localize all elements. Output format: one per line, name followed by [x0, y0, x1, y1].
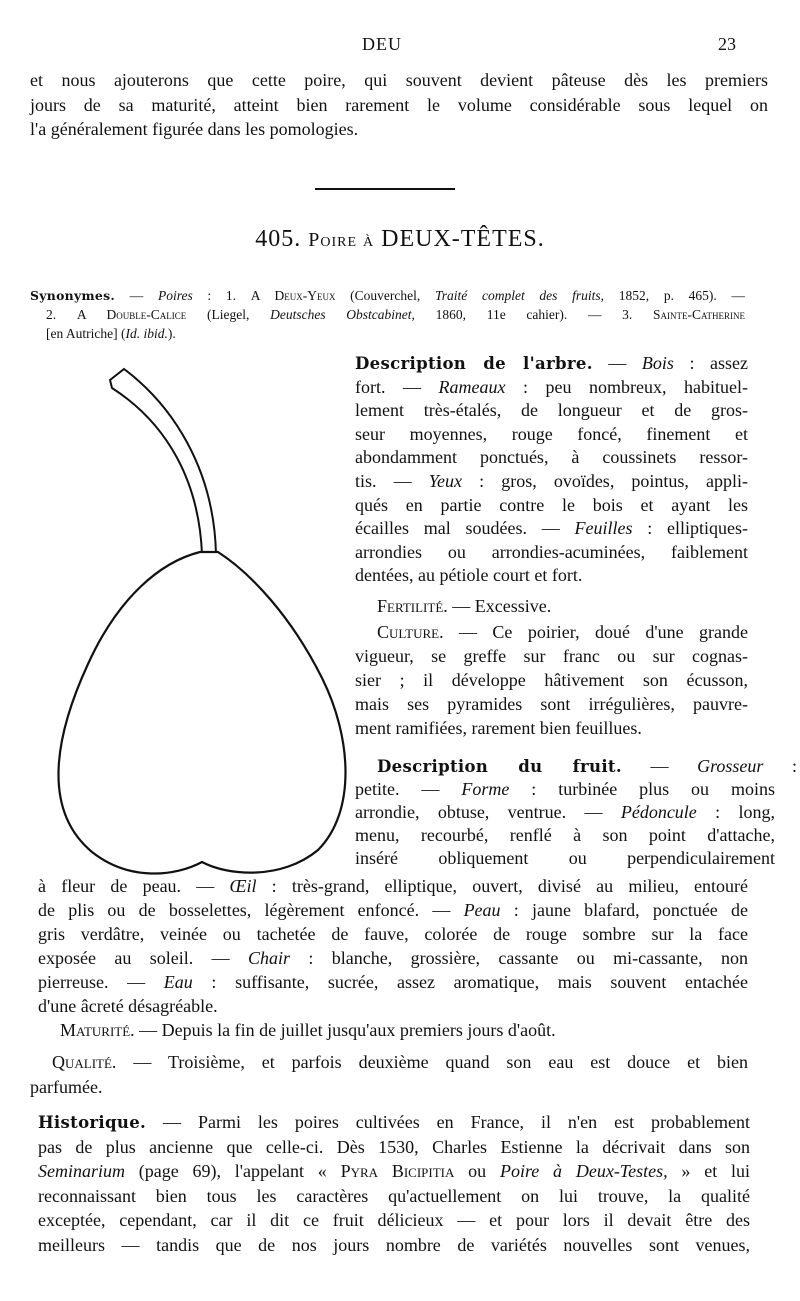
text-segment: tis. — — [355, 470, 429, 491]
text-segment: meilleurs — tandis que de nos jours nombre de variétés nouvelles sont venues, — [38, 1234, 750, 1255]
text-segment: : long, — [696, 802, 775, 822]
text-segment: A Double-Calice — [76, 307, 187, 322]
text-segment: Feuilles — [574, 518, 633, 539]
text-segment: Grosseur — [697, 756, 764, 776]
text-segment: jours de sa maturité, atteint bien rarement le volume considérable sous lequel on — [30, 94, 768, 115]
text-line — [355, 541, 748, 565]
text-segment: à fleur de peau. — — [38, 876, 230, 896]
text-segment: Rameaux — [438, 376, 506, 397]
text-line — [38, 898, 748, 922]
text-segment: ). — [167, 326, 176, 341]
text-line — [355, 824, 775, 847]
text-segment: Bois — [641, 353, 674, 373]
text-line — [355, 564, 748, 588]
text-segment: arrondies ou arrondies-acuminées, faiblement — [355, 541, 748, 562]
text-line — [355, 716, 748, 740]
text-segment: 2. — [46, 307, 77, 322]
section-divider — [315, 188, 455, 190]
text-segment: : blanche, grossière, cassante ou mi-cassante, non — [289, 948, 748, 968]
text-segment: exposée au soleil. — — [38, 948, 248, 968]
section-heading: Description du fruit. — [377, 756, 622, 776]
text-line — [38, 1135, 750, 1160]
text-line — [30, 286, 745, 305]
text-segment: Maturité. — [60, 1020, 135, 1040]
text-segment: de plis ou de bosselettes, légèrement enfoncé. — — [38, 900, 464, 920]
text-segment: (Liegel, — [186, 307, 271, 322]
text-segment: gris verdâtre, veinée ou tachetée de fauve, colorée de rouge sombre sur la face — [38, 924, 748, 944]
section-heading: Historique. — [38, 1112, 147, 1132]
text-segment: » et lui — [667, 1161, 750, 1182]
text-segment: sier ; il développe hâtivement son écusson, — [355, 670, 748, 690]
text-segment: Poire à Deux-Testes, — [499, 1161, 668, 1182]
pear-body — [58, 552, 345, 874]
text-segment: : suffisante, sucrée, assez aromatique, mais souvent entachée — [192, 972, 748, 992]
text-segment: Qualité. — [52, 1052, 117, 1072]
text-segment: : peu nombreux, habituel- — [505, 376, 748, 397]
text-line — [355, 446, 748, 470]
text-segment: lement très-étalés, de longueur et de gros- — [355, 400, 748, 421]
text-line — [355, 644, 748, 668]
maturite — [38, 1018, 748, 1043]
text-line — [30, 1050, 748, 1075]
text-segment: Sainte-Catherine — [653, 307, 746, 322]
entry-title-prefix: Poire à — [308, 229, 375, 251]
text-line — [30, 324, 745, 343]
text-line — [377, 594, 770, 619]
text-line — [355, 801, 775, 824]
text-segment: : turbinée plus ou moins — [509, 779, 775, 799]
text-segment: — — [592, 353, 642, 373]
text-line — [30, 1075, 748, 1100]
text-segment: exceptée, cependant, car il dit ce fruit délicieux — et pour lors il devait être des — [38, 1210, 750, 1231]
text-segment: Pédoncule — [620, 802, 697, 822]
text-segment: Culture. — [377, 622, 444, 642]
text-segment: Pyra Bicipitia — [340, 1161, 455, 1182]
text-segment: Id. ibid. — [125, 326, 168, 341]
qualite — [30, 1050, 748, 1099]
text-segment: Deutsches Obstcabinet — [270, 307, 412, 322]
text-segment: Fertilité. — [377, 596, 448, 616]
text-line — [355, 668, 748, 692]
text-line — [38, 970, 748, 994]
fertilite — [355, 594, 770, 619]
text-segment: parfumée. — [30, 1076, 103, 1097]
text-line — [38, 922, 748, 946]
text-line — [38, 1110, 750, 1135]
text-segment: ment ramifiées, rarement bien feuillues. — [355, 718, 642, 738]
text-line — [355, 847, 775, 870]
text-segment: : elliptiques- — [632, 518, 748, 539]
text-line — [355, 470, 748, 494]
text-segment: qués en partie contre le bois et ayant les — [355, 494, 748, 515]
culture — [355, 620, 748, 740]
text-segment: — Excessive. — [447, 596, 552, 616]
text-segment: — Ce poirier, doué d'une grande — [443, 622, 748, 642]
text-segment: pas de plus ancienne que celle-ci. Dès 1530, Charles Estienne la décrivait dans son — [38, 1136, 750, 1157]
text-segment: seur moyennes, rouge foncé, finement et — [355, 423, 748, 444]
text-segment: d'une âcreté désagréable. — [38, 996, 218, 1016]
text-line — [355, 399, 748, 423]
text-segment: et nous ajouterons que cette poire, qui souvent devient pâteuse dès les premiers — [30, 70, 768, 90]
running-title: DEU — [362, 34, 402, 54]
text-segment: : assez — [673, 353, 748, 373]
text-line — [355, 494, 748, 518]
text-line — [30, 93, 768, 118]
text-segment: Forme — [461, 779, 510, 799]
text-segment: Traité complet des fruits — [434, 288, 601, 303]
text-segment: petite. — — [355, 779, 462, 799]
text-line — [355, 620, 748, 644]
text-line — [38, 1184, 750, 1209]
text-line — [355, 423, 748, 447]
text-segment: reconnaissant bien tous les caractères qu'actuellement on lui trouve, la qualité — [38, 1185, 750, 1206]
text-segment: : très-grand, elliptique, ouvert, divisé au milieu, entouré — [256, 876, 749, 896]
text-segment: inséré obliquement ou perpendiculairement — [355, 848, 775, 868]
description-arbre — [355, 352, 748, 588]
section-heading: Description de l'arbre. — [355, 353, 593, 373]
entry-number: 405. — [255, 226, 302, 252]
text-segment: , 1852, p. 465). — — [600, 288, 745, 303]
text-segment: : 1. — [192, 288, 251, 303]
pear-illustration — [40, 360, 360, 890]
text-line — [355, 517, 748, 541]
text-segment: (Couverchel, — [335, 288, 435, 303]
text-line — [38, 1018, 748, 1043]
text-segment: ou — [454, 1161, 500, 1182]
text-segment: (page 69), l'appelant « — [125, 1161, 341, 1182]
text-line — [355, 778, 775, 801]
text-segment: A Deux-Yeux — [250, 288, 336, 303]
text-segment: mais ses pyramides sont irrégulières, pauvre- — [355, 694, 748, 714]
text-segment: Eau — [163, 972, 193, 992]
text-segment: fort. — — [355, 376, 439, 397]
text-line — [38, 946, 748, 970]
text-line — [30, 68, 768, 93]
text-segment: — — [621, 756, 698, 776]
text-segment: — Troisième, et parfois deuxième quand son eau est douce et bien — [116, 1052, 748, 1072]
text-segment: Peau — [463, 900, 501, 920]
text-line — [38, 1208, 750, 1233]
entry-title — [0, 226, 800, 253]
description-fruit-continued — [38, 874, 748, 1018]
text-segment: pierreuse. — — [38, 972, 164, 992]
text-line — [38, 994, 748, 1018]
text-segment: : — [763, 756, 797, 776]
text-segment: vigueur, se greffe sur franc ou sur cognas- — [355, 646, 748, 666]
entry-title-name: DEUX-TÊTES. — [381, 226, 545, 252]
text-line — [355, 352, 748, 376]
text-line — [30, 305, 745, 324]
text-segment: : gros, ovoïdes, pointus, appli- — [462, 470, 748, 491]
synonyms — [30, 286, 745, 343]
section-heading: Synonymes. — [30, 288, 116, 303]
text-segment: arrondie, obtuse, ventrue. — — [355, 802, 621, 822]
description-fruit — [355, 755, 797, 870]
text-segment: Yeux — [428, 470, 463, 491]
text-line — [355, 692, 748, 716]
text-segment: menu, recourbé, renflé à son point d'attache, — [355, 825, 775, 845]
text-segment: écailles mal soudées. — — [355, 518, 575, 539]
text-line — [355, 755, 797, 778]
text-segment: Seminarium — [38, 1161, 125, 1182]
pear-stem — [110, 369, 216, 554]
text-segment: abondamment ponctués, à coussinets ressor- — [355, 447, 748, 468]
text-line — [355, 376, 748, 400]
text-line — [38, 1159, 750, 1184]
text-segment: dentées, au pétiole court et fort. — [355, 565, 583, 586]
page-number: 23 — [718, 34, 736, 54]
top-paragraph — [30, 68, 768, 142]
text-segment: Poires — [157, 288, 193, 303]
text-segment: Œil — [229, 876, 257, 896]
text-segment: — — [115, 288, 158, 303]
text-segment: — Parmi les poires cultivées en France, il n'en est probablement — [146, 1112, 750, 1132]
historique — [38, 1110, 750, 1258]
text-line — [30, 117, 768, 142]
text-segment: [en Autriche] ( — [46, 326, 126, 341]
text-line — [38, 1233, 750, 1258]
text-segment: : jaune blafard, ponctuée de — [500, 900, 748, 920]
text-segment: Chair — [247, 948, 290, 968]
text-segment: l'a généralement figurée dans les pomologies. — [30, 119, 359, 139]
text-segment: , 1860, 11e cahier). — 3. — [411, 307, 654, 322]
text-line — [38, 874, 748, 898]
text-segment: — Depuis la fin de juillet jusqu'aux premiers jours d'août. — [134, 1020, 556, 1040]
